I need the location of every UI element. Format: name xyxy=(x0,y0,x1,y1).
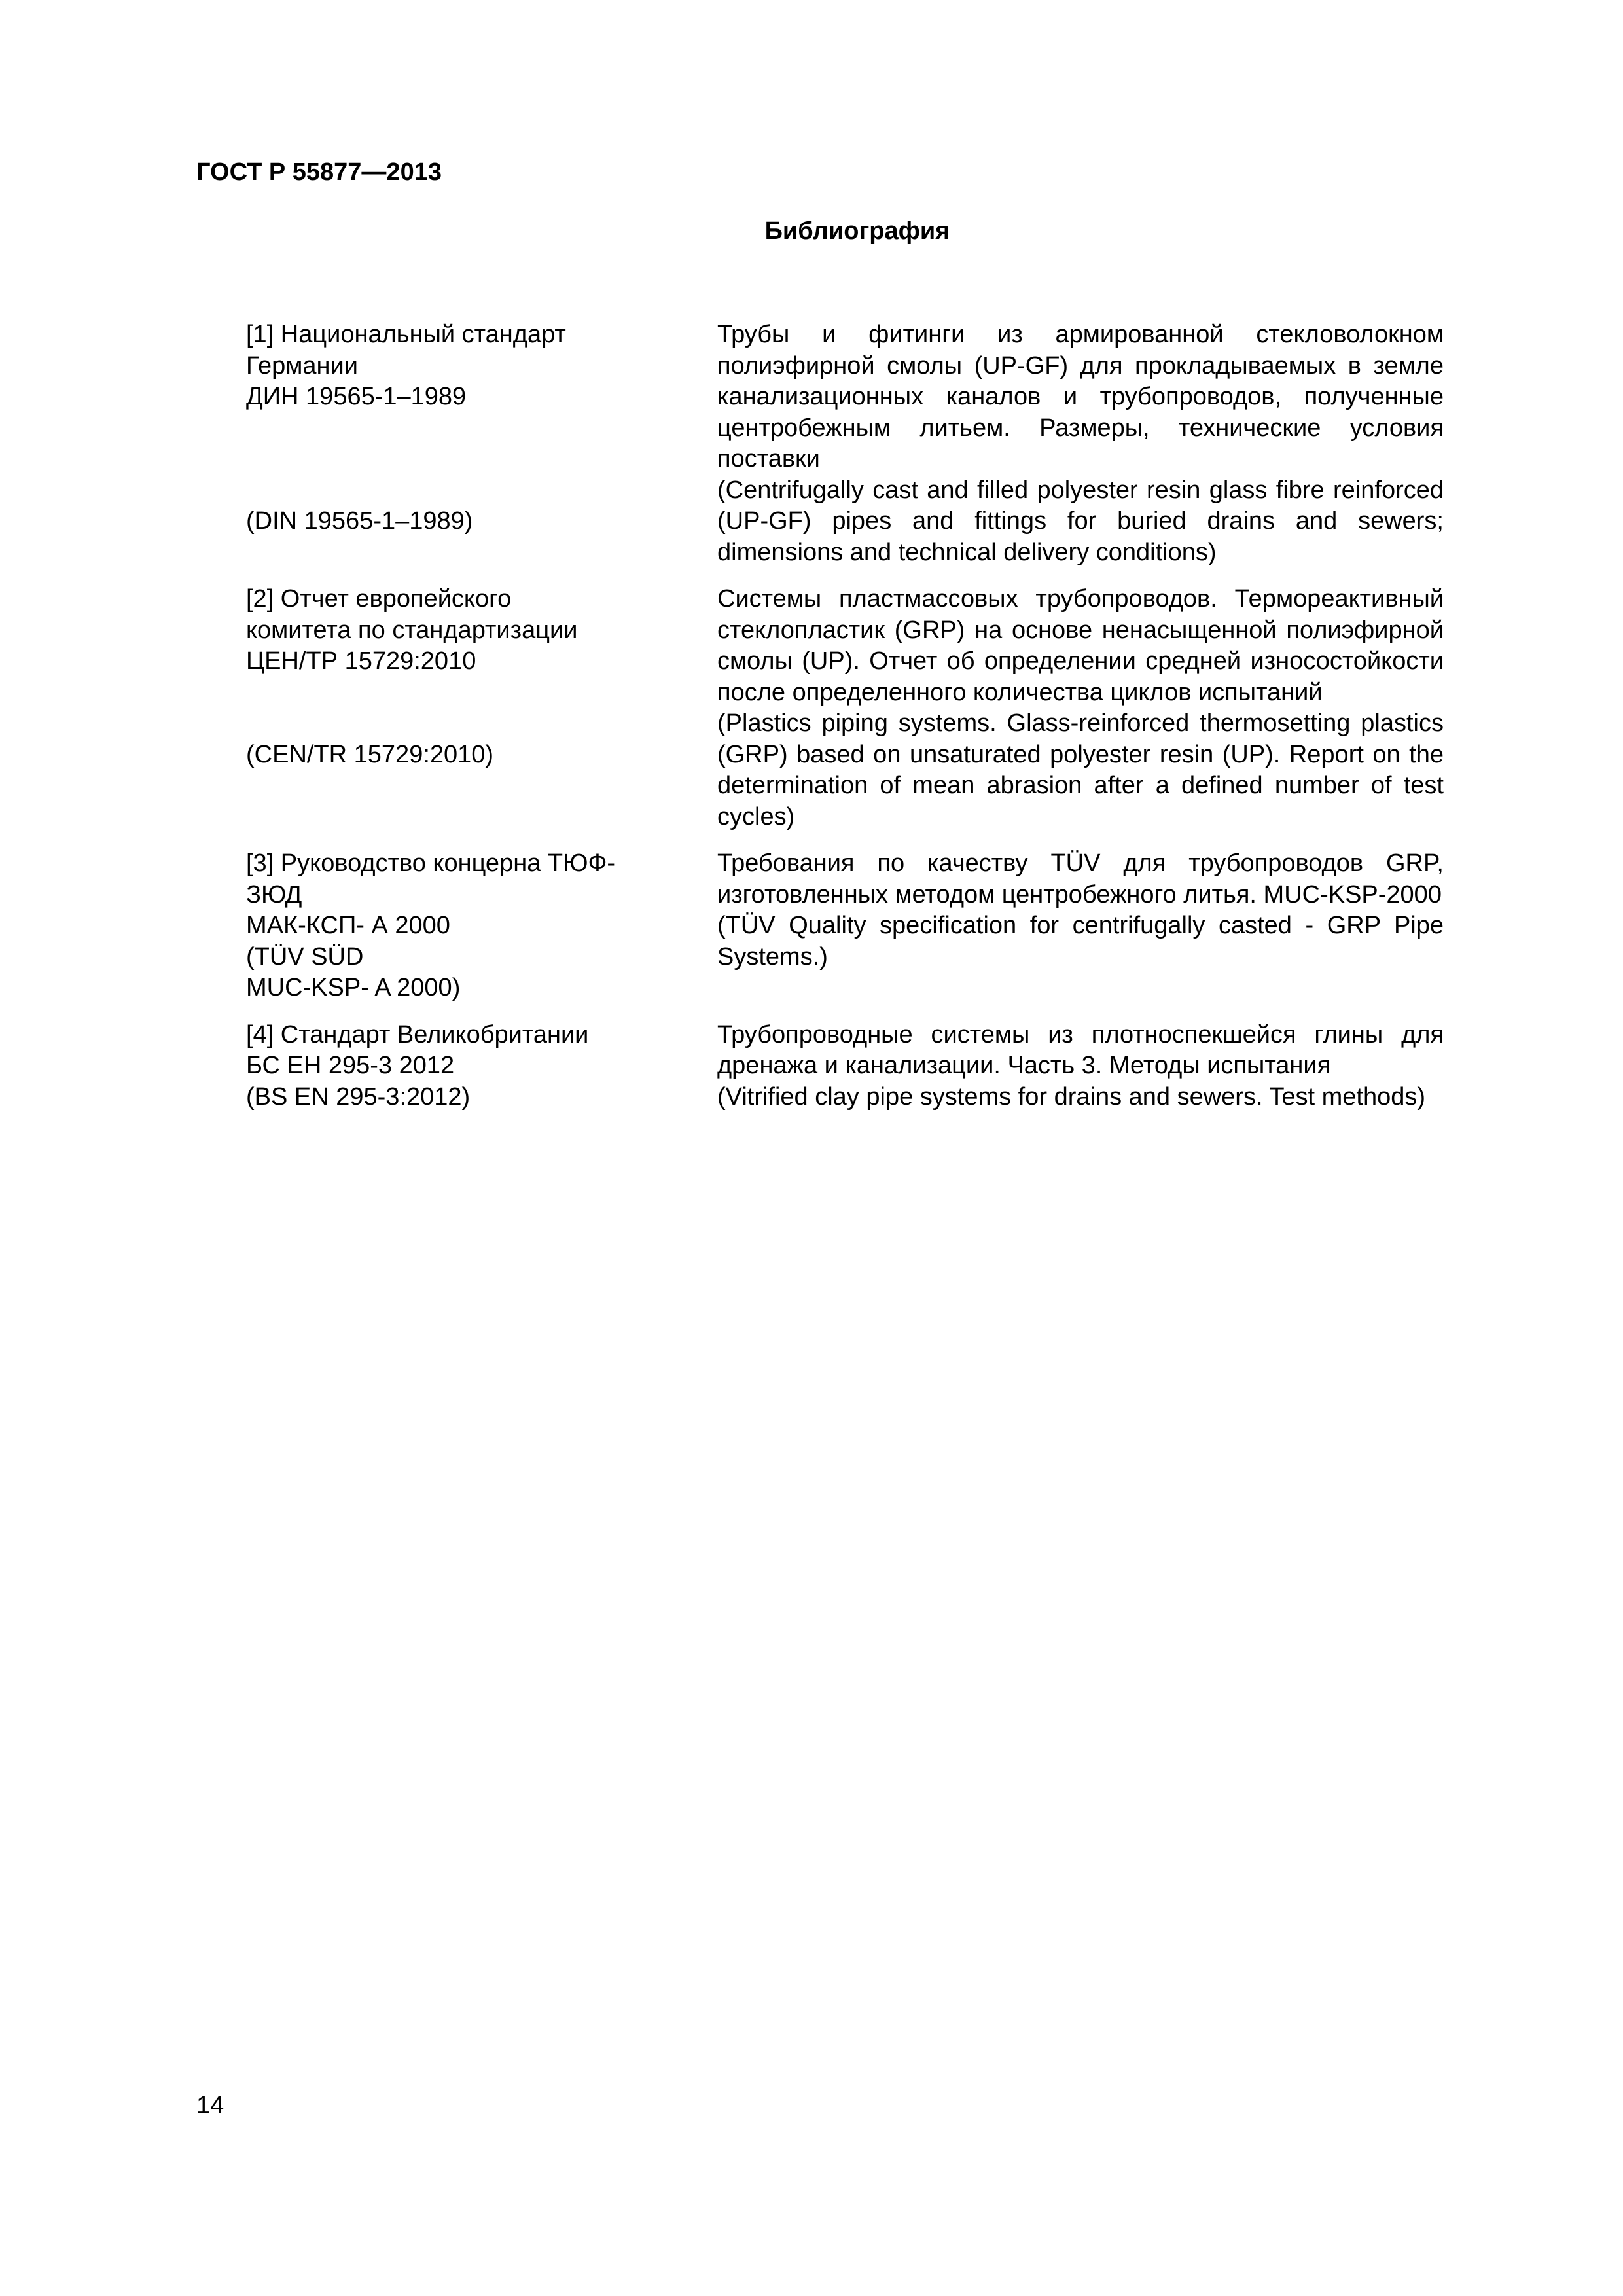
bibliography-entry-3 xyxy=(246,848,1444,1004)
entry-1-left-line-7: (DIN 19565-1–1989) xyxy=(246,507,473,535)
entry-2-title-en: (Plastics piping systems. Glass-reinforced thermosetting plastics (GRP) based on unsaturated polyester resin (UP). Report on the determination of mean abrasion after a defined number of test cycles) xyxy=(717,709,1444,831)
entry-2-left-line-3: ЦЕН/ТР 15729:2010 xyxy=(246,647,476,675)
entry-3-left-line-3: МАК-КСП- А 2000 xyxy=(246,912,450,939)
entry-3-left-line-4: (TÜV SÜD xyxy=(246,942,364,971)
entry-4-left-line-3: (BS EN 295-3:2012) xyxy=(246,1083,471,1111)
entry-2-left-line-1: [2] Отчет европейского xyxy=(246,585,512,613)
bibliography-list xyxy=(246,319,1444,1128)
entry-4-title-en: (Vitrified clay pipe systems for drains and sewers. Test methods) xyxy=(717,1083,1426,1111)
entry-2-title-ru: Системы пластмассовых трубопроводов. Термореактивный стеклопластик (GRP) на основе ненасыщенной полиэфирной смолы (UP). Отчет об определении средней износостойкости после определенного количества циклов испытаний xyxy=(717,585,1444,706)
entry-4-title-ru: Трубопроводные системы из плотноспекшейся глины для дренажа и канализации. Часть 3. Методы испытания xyxy=(717,1020,1444,1079)
document-code: ГОСТ Р 55877—2013 xyxy=(196,158,442,186)
entry-2-left-spacer-2 xyxy=(246,708,717,740)
entry-3-left-line-5: MUC-KSP- A 2000) xyxy=(246,974,461,1001)
entry-1-left-spacer-1 xyxy=(246,413,717,444)
entry-1-title-en: (Centrifugally cast and filled polyester resin glass fibre reinforced (UP-GF) pipes and fittings for buried drains and sewers; dimensions and technical delivery conditions) xyxy=(717,476,1444,566)
entry-1-left-line-3: ДИН 19565-1–1989 xyxy=(246,383,467,410)
entry-4-left-line-2: БС ЕН 295-3 2012 xyxy=(246,1052,455,1079)
entry-1-left-spacer-2 xyxy=(246,444,717,475)
entry-3-description xyxy=(717,848,1444,1004)
bibliography-entry-1 xyxy=(246,319,1444,568)
bibliography-title xyxy=(196,216,1492,246)
entry-1-designation xyxy=(246,319,717,568)
entry-1-description xyxy=(717,319,1444,568)
entry-1-left-line-2: Германии xyxy=(246,351,358,380)
bibliography-entry-2 xyxy=(246,584,1444,833)
entry-2-description xyxy=(717,584,1444,833)
bibliography-entry-4 xyxy=(246,1020,1444,1113)
entry-3-left-line-1: [3] Руководство концерна ТЮФ- xyxy=(246,850,616,877)
bibliography-title-text: Библиография xyxy=(764,217,950,245)
entry-4-description xyxy=(717,1020,1444,1113)
entry-3-title-ru: Требования по качеству TÜV для трубопроводов GRP, изготовленных методом центробежного литья. MUC-KSP-2000 xyxy=(717,850,1444,908)
entry-2-left-spacer-1 xyxy=(246,677,717,709)
entry-1-left-line-1: [1] Национальный стандарт xyxy=(246,321,566,348)
entry-3-title-en: (TÜV Quality specification for centrifugally casted - GRP Pipe Systems.) xyxy=(717,912,1444,971)
entry-3-designation xyxy=(246,848,717,1004)
entry-1-left-spacer-3 xyxy=(246,475,717,507)
entry-2-left-line-2: комитета по стандартизации xyxy=(246,616,578,644)
entry-4-designation xyxy=(246,1020,717,1113)
entry-2-designation xyxy=(246,584,717,833)
entry-4-left-line-1: [4] Стандарт Великобритании xyxy=(246,1020,589,1049)
entry-3-left-line-2: ЗЮД xyxy=(246,880,302,908)
entry-1-title-ru: Трубы и фитинги из армированной стекловолокном полиэфирной смолы (UP-GF) для прокладываемых в земле канализационных каналов и трубопроводов, полученные центробежным литьем. Размеры, технические условия поставки xyxy=(717,321,1444,473)
entry-2-left-line-6: (CEN/TR 15729:2010) xyxy=(246,740,494,768)
page-number: 14 xyxy=(196,2092,224,2119)
